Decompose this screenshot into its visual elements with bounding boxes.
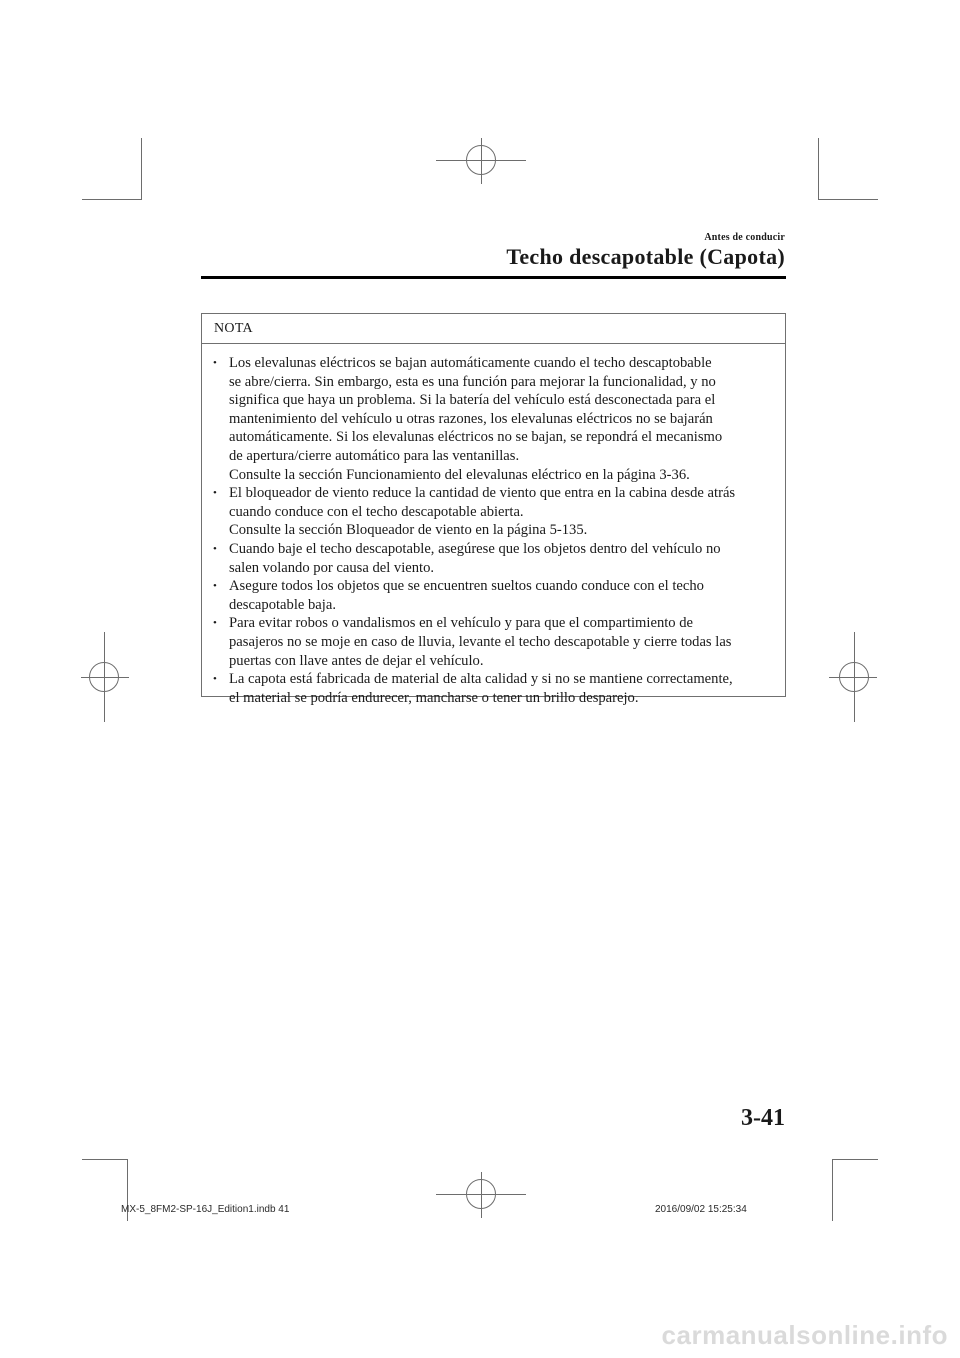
note-line: mantenimiento del vehículo u otras razones, los elevalunas eléctricos no se bajarán	[229, 410, 713, 427]
note-heading: NOTA	[202, 314, 785, 344]
note-item	[213, 354, 777, 484]
note-line: automáticamente. Si los elevalunas eléctricos no se bajan, se repondrá el mecanismo	[229, 429, 723, 446]
note-item	[213, 577, 777, 614]
note-line: La capota está fabricada de material de alta calidad y si no se mantiene correctamente,	[229, 671, 733, 688]
section-label: Antes de conducir	[704, 232, 785, 243]
bullet-icon	[213, 484, 217, 503]
bullet-icon	[213, 670, 217, 689]
note-line: significa que haya un problema. Si la batería del vehículo está desconectada para el	[229, 392, 716, 409]
watermark: carmanualsonline.info	[661, 1320, 948, 1350]
bullet-icon	[213, 614, 217, 633]
note-item	[213, 614, 777, 670]
note-line: Cuando baje el techo descapotable, asegúrese que los objetos dentro del vehículo no	[229, 540, 721, 557]
note-item	[213, 670, 777, 707]
note-line: puertas con llave antes de dejar el vehículo.	[229, 652, 484, 669]
page-number: 3-41	[741, 1105, 785, 1131]
file-info: MX-5_8FM2-SP-16J_Edition1.indb 41	[121, 1204, 290, 1215]
note-line: el material se podría endurecer, mancharse o tener un brillo desparejo.	[229, 689, 639, 706]
print-timestamp: 2016/09/02 15:25:34	[655, 1204, 747, 1215]
note-line: descapotable baja.	[229, 596, 336, 613]
note-line: salen volando por causa del viento.	[229, 559, 435, 576]
page-title: Techo descapotable (Capota)	[506, 244, 785, 269]
note-line: Asegure todos los objetos que se encuentren sueltos cuando conduce con el techo	[229, 578, 704, 595]
note-line: El bloqueador de viento reduce la cantidad de viento que entra en la cabina desde atrás	[229, 485, 736, 502]
note-box	[201, 313, 786, 706]
header-divider	[201, 276, 786, 279]
bullet-icon	[213, 577, 217, 596]
note-item	[213, 540, 777, 577]
note-line: Consulte la sección Funcionamiento del elevalunas eléctrico en la página 3-36.	[229, 466, 690, 483]
note-line: de apertura/cierre automático para las ventanillas.	[229, 447, 520, 464]
note-line: cuando conduce con el techo descapotable abierta.	[229, 503, 524, 520]
note-line: Los elevalunas eléctricos se bajan automáticamente cuando el techo descaptobable	[229, 355, 712, 371]
bullet-icon	[213, 540, 217, 559]
bullet-icon	[213, 354, 217, 373]
note-line: se abre/cierra. Sin embargo, esta es una función para mejorar la funcionalidad, y no	[229, 373, 716, 390]
note-line: Para evitar robos o vandalismos en el vehículo y para que el compartimiento de	[229, 615, 694, 632]
note-item	[213, 484, 777, 540]
note-line: Consulte la sección Bloqueador de viento en la página 5-135.	[229, 522, 588, 539]
note-list	[202, 344, 785, 707]
note-line: pasajeros no se moje en caso de lluvia, levante el techo descapotable y cierre todas las	[229, 633, 732, 650]
